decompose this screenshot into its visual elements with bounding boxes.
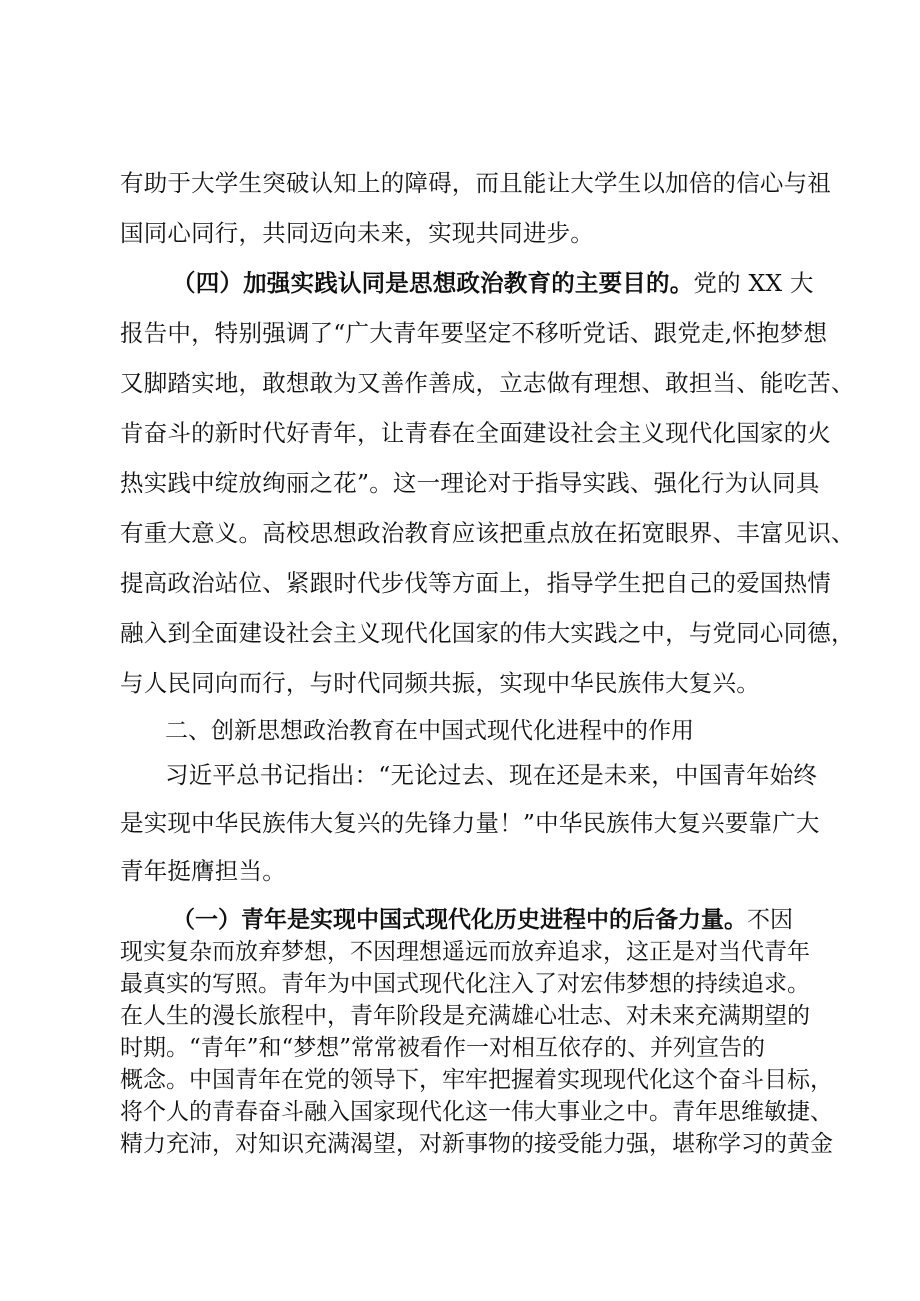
paragraph-line: 融入到全面建设社会主义现代化国家的伟大实践之中，与党同心同德， xyxy=(120,619,855,647)
paragraph-line: 又脚踏实地，敢想敢为又善作善成，立志做有理想、敢担当、能吃苦、 xyxy=(120,369,855,397)
section-heading: 二、创新思想政治教育在中国式现代化进程中的作用 xyxy=(165,718,694,744)
paragraph-line: 青年挺膺担当。 xyxy=(120,857,286,885)
section-4-text-start: 党的 XX 大 xyxy=(693,269,814,297)
paragraph-line: 时期。“青年”和“梦想”常常被看作一对相互依存的、并列宣告的 xyxy=(120,1035,766,1061)
paragraph-line: 在人生的漫长旅程中，青年阶段是充满雄心壮志、对未来充满期望的 xyxy=(120,1003,810,1029)
subsection-1-title: （一）青年是实现中国式现代化历史进程中的后备力量。 xyxy=(172,906,747,933)
subsection-1-text-start: 不因 xyxy=(747,907,793,933)
section-4-title: （四）加强实践认同是思想政治教育的主要目的。 xyxy=(172,269,694,297)
paragraph-line: 最真实的写照。青年为中国式现代化注入了对宏伟梦想的持续追求。 xyxy=(120,971,810,997)
paragraph-line: 肯奋斗的新时代好青年，让青春在全面建设社会主义现代化国家的火 xyxy=(120,419,831,447)
paragraph-line: 习近平总书记指出：“无论过去、现在还是未来，中国青年始终 xyxy=(165,761,818,789)
paragraph-line: 与人民同向而行，与时代同频共振，实现中华民族伟大复兴。 xyxy=(120,669,760,697)
paragraph-line: 精力充沛，对知识充满渴望，对新事物的接受能力强，堪称学习的黄金 xyxy=(120,1131,833,1157)
paragraph-line: 有助于大学生突破认知上的障碍，而且能让大学生以加倍的信心与祖 xyxy=(120,169,831,197)
paragraph-line: 报告中，特别强调了“广大青年要坚定不移听党话、跟党走,怀抱梦想 xyxy=(120,319,828,347)
paragraph-line: 将个人的青春奋斗融入国家现代化这一伟大事业之中。青年思维敏捷、 xyxy=(120,1099,833,1125)
paragraph-line: 是实现中华民族伟大复兴的先锋力量！”中华民族伟大复兴要靠广大 xyxy=(120,809,820,837)
paragraph-line: 现实复杂而放弃梦想，不因理想遥远而放弃追求，这正是对当代青年 xyxy=(120,939,810,965)
subsection-1-first-line xyxy=(172,905,820,935)
paragraph-line: 概念。中国青年在党的领导下，牢牢把握着实现现代化这个奋斗目标， xyxy=(120,1067,833,1093)
paragraph-line: 提高政治站位、紧跟时代步伐等方面上，指导学生把自己的爱国热情 xyxy=(120,569,831,597)
paragraph-line: 有重大意义。高校思想政治教育应该把重点放在拓宽眼界、丰富见识、 xyxy=(120,519,855,547)
paragraph-line: 国同心同行，共同迈向未来，实现共同进步。 xyxy=(120,219,594,247)
section-4-first-line xyxy=(172,268,820,298)
paragraph-line: 热实践中绽放绚丽之花”。这一理论对于指导实践、强化行为认同具 xyxy=(120,469,820,497)
